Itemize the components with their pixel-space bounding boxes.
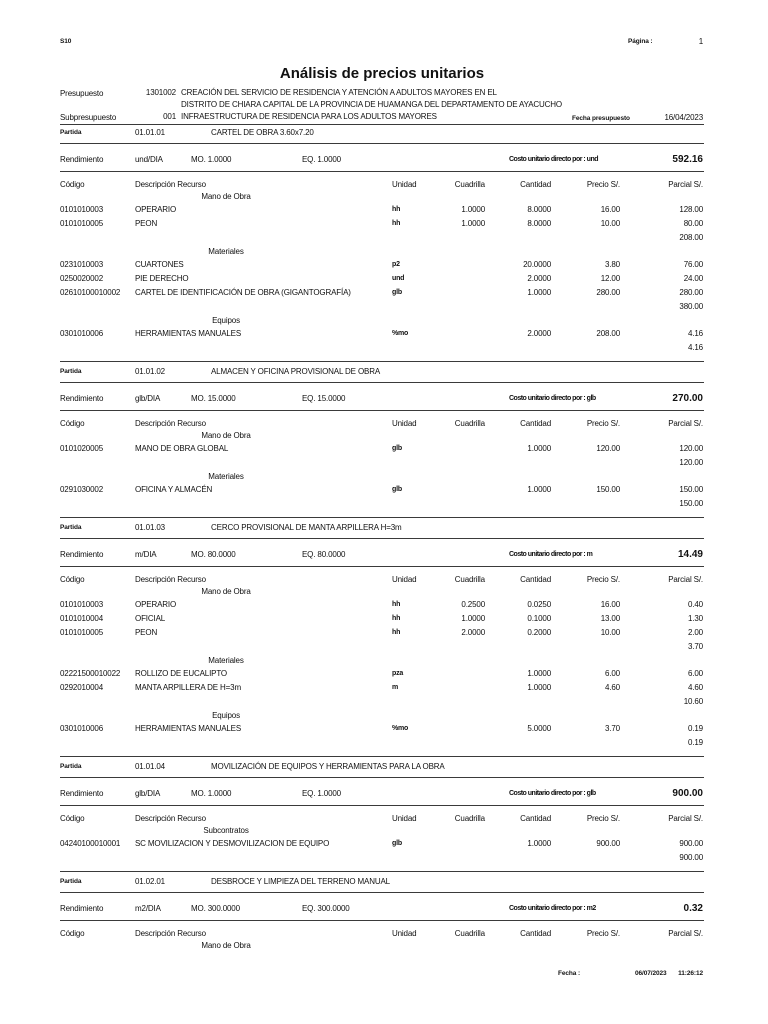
resource-description: CARTEL DE IDENTIFICACIÓN DE OBRA (GIGANTOGRAFÍA) <box>135 288 351 297</box>
unit-cost-value: 900.00 <box>672 788 703 799</box>
column-header-crew: Cuadrilla <box>454 419 485 428</box>
resource-code: 0101010004 <box>60 614 103 623</box>
partida-rule <box>60 143 704 144</box>
resource-crew: 1.0000 <box>461 219 485 228</box>
partida-rule <box>60 777 704 778</box>
resource-quantity: 2.0000 <box>527 274 551 283</box>
column-header-code: Código <box>60 180 85 189</box>
rendimiento-rule <box>60 171 704 172</box>
rendimiento-unit: m/DIA <box>135 550 157 559</box>
resource-code: 0101010003 <box>60 600 103 609</box>
column-header-price: Precio S/. <box>586 814 620 823</box>
resource-code: 0291030002 <box>60 485 103 494</box>
column-header-description: Descripción Recurso <box>135 575 206 584</box>
rendimiento-rule <box>60 410 704 411</box>
rendimiento-label: Rendimiento <box>60 904 104 913</box>
column-header-unit: Unidad <box>392 419 417 428</box>
resource-category: Materiales <box>208 656 244 665</box>
resource-partial: 120.00 <box>679 444 703 453</box>
resource-price: 3.80 <box>605 260 620 269</box>
resource-price: 4.60 <box>605 683 620 692</box>
resource-quantity: 1.0000 <box>527 288 551 297</box>
resource-price: 10.00 <box>600 219 620 228</box>
partida-rule <box>60 382 704 383</box>
eq-yield: EQ. 1.0000 <box>302 789 341 798</box>
resource-description: OFICIAL <box>135 614 166 623</box>
resource-price: 3.70 <box>605 724 620 733</box>
resource-unit: glb <box>392 486 402 493</box>
resource-quantity: 2.0000 <box>527 329 551 338</box>
eq-yield: EQ. 300.0000 <box>302 904 350 913</box>
resource-category: Subcontratos <box>203 826 249 835</box>
group-subtotal: 0.19 <box>688 738 703 747</box>
footer-time: 11:26:12 <box>678 970 703 977</box>
system-name: S10 <box>60 38 72 45</box>
resource-description: HERRAMIENTAS MANUALES <box>135 329 242 338</box>
column-header-quantity: Cantidad <box>520 814 551 823</box>
resource-code: 04240100010001 <box>60 839 121 848</box>
header-divider <box>60 124 704 125</box>
partida-label: Partida <box>60 524 82 531</box>
column-header-partial: Parcial S/. <box>668 575 703 584</box>
partida-label: Partida <box>60 763 82 770</box>
column-header-unit: Unidad <box>392 575 417 584</box>
resource-quantity: 0.1000 <box>527 614 551 623</box>
group-subtotal: 10.60 <box>683 697 703 706</box>
column-header-description: Descripción Recurso <box>135 419 206 428</box>
resource-crew: 2.0000 <box>461 628 485 637</box>
resource-code: 0101010005 <box>60 219 103 228</box>
resource-description: PEON <box>135 219 158 228</box>
resource-description: PIE DERECHO <box>135 274 189 283</box>
resource-unit: glb <box>392 445 402 452</box>
eq-yield: EQ. 1.0000 <box>302 155 341 164</box>
resource-code: 0292010004 <box>60 683 103 692</box>
budget-date: 16/04/2023 <box>664 113 703 122</box>
resource-partial: 4.16 <box>688 329 703 338</box>
partida-description: CARTEL DE OBRA 3.60x7.20 <box>211 128 314 137</box>
column-header-crew: Cuadrilla <box>454 814 485 823</box>
partida-code: 01.01.03 <box>135 523 165 532</box>
mo-yield: MO. 15.0000 <box>191 394 236 403</box>
resource-crew: 1.0000 <box>461 205 485 214</box>
partida-code: 01.02.01 <box>135 877 165 886</box>
resource-partial: 1.30 <box>688 614 703 623</box>
resource-crew: 1.0000 <box>461 614 485 623</box>
resource-quantity: 1.0000 <box>527 485 551 494</box>
resource-unit: %mo <box>392 330 409 337</box>
resource-unit: hh <box>392 629 401 636</box>
resource-partial: 128.00 <box>679 205 703 214</box>
partida-separator <box>60 517 704 518</box>
resource-quantity: 20.0000 <box>523 260 551 269</box>
resource-description: SC MOVILIZACION Y DESMOVILIZACION DE EQUIPO <box>135 839 330 848</box>
resource-description: ROLLIZO DE EUCALIPTO <box>135 669 227 678</box>
partida-code: 01.01.02 <box>135 367 165 376</box>
rendimiento-label: Rendimiento <box>60 155 104 164</box>
resource-quantity: 1.0000 <box>527 669 551 678</box>
partida-code: 01.01.01 <box>135 128 165 137</box>
partida-separator <box>60 756 704 757</box>
resource-code: 0301010006 <box>60 724 103 733</box>
column-header-code: Código <box>60 929 85 938</box>
group-subtotal: 4.16 <box>688 343 703 352</box>
resource-quantity: 0.0250 <box>527 600 551 609</box>
group-subtotal: 150.00 <box>679 499 703 508</box>
resource-code: 0231010003 <box>60 260 103 269</box>
resource-code: 0101010003 <box>60 205 103 214</box>
resource-category: Mano de Obra <box>201 941 251 950</box>
rendimiento-unit: und/DIA <box>135 155 163 164</box>
column-header-unit: Unidad <box>392 180 417 189</box>
resource-price: 150.00 <box>596 485 620 494</box>
resource-unit: hh <box>392 206 401 213</box>
column-header-description: Descripción Recurso <box>135 929 206 938</box>
partida-label: Partida <box>60 878 82 885</box>
resource-description: OFICINA Y ALMACÉN <box>135 485 213 494</box>
mo-yield: MO. 300.0000 <box>191 904 240 913</box>
unit-cost-label: Costo unitario directo por : m2 <box>509 905 596 912</box>
page-number: 1 <box>698 37 703 46</box>
subbudget-label: Subpresupuesto <box>60 113 117 122</box>
mo-yield: MO. 1.0000 <box>191 789 232 798</box>
partida-separator <box>60 361 704 362</box>
resource-code: 0250020002 <box>60 274 103 283</box>
column-header-quantity: Cantidad <box>520 419 551 428</box>
resource-partial: 4.60 <box>688 683 703 692</box>
resource-unit: %mo <box>392 725 409 732</box>
rendimiento-rule <box>60 566 704 567</box>
resource-description: PEON <box>135 628 158 637</box>
budget-code: 1301002 <box>145 88 176 97</box>
report-title: Análisis de precios unitarios <box>279 65 485 82</box>
partida-rule <box>60 892 704 893</box>
resource-quantity: 5.0000 <box>527 724 551 733</box>
column-header-price: Precio S/. <box>586 575 620 584</box>
resource-description: OPERARIO <box>135 205 177 214</box>
resource-price: 12.00 <box>600 274 620 283</box>
column-header-partial: Parcial S/. <box>668 180 703 189</box>
resource-description: MANO DE OBRA GLOBAL <box>135 444 229 453</box>
column-header-price: Precio S/. <box>586 419 620 428</box>
resource-code: 0101010005 <box>60 628 103 637</box>
column-header-crew: Cuadrilla <box>454 929 485 938</box>
resource-unit: pza <box>392 670 404 677</box>
resource-price: 900.00 <box>596 839 620 848</box>
resource-unit: und <box>392 275 405 282</box>
budget-date-label: Fecha presupuesto <box>572 115 630 122</box>
budget-name-line-2: DISTRITO DE CHIARA CAPITAL DE LA PROVINCIA DE HUAMANGA DEL DEPARTAMENTO DE AYACUCHO <box>181 100 562 109</box>
resource-category: Materiales <box>208 472 244 481</box>
partida-code: 01.01.04 <box>135 762 165 771</box>
group-subtotal: 3.70 <box>688 642 703 651</box>
resource-category: Equipos <box>212 316 240 325</box>
column-header-price: Precio S/. <box>586 929 620 938</box>
partida-label: Partida <box>60 129 82 136</box>
resource-category: Mano de Obra <box>201 587 251 596</box>
column-header-unit: Unidad <box>392 814 417 823</box>
resource-unit: hh <box>392 601 401 608</box>
rendimiento-unit: glb/DIA <box>135 394 161 403</box>
resource-unit: hh <box>392 220 401 227</box>
resource-price: 6.00 <box>605 669 620 678</box>
resource-partial: 0.40 <box>688 600 703 609</box>
resource-quantity: 1.0000 <box>527 683 551 692</box>
resource-partial: 6.00 <box>688 669 703 678</box>
unit-cost-label: Costo unitario directo por : und <box>509 156 598 163</box>
resource-price: 10.00 <box>600 628 620 637</box>
unit-cost-value: 592.16 <box>672 154 703 165</box>
resource-unit: p2 <box>392 261 400 268</box>
column-header-partial: Parcial S/. <box>668 419 703 428</box>
resource-code: 02610100010002 <box>60 288 121 297</box>
partida-description: ALMACEN Y OFICINA PROVISIONAL DE OBRA <box>211 367 381 376</box>
partida-description: MOVILIZACIÓN DE EQUIPOS Y HERRAMIENTAS PARA LA OBRA <box>211 762 445 771</box>
group-subtotal: 208.00 <box>679 233 703 242</box>
resource-description: HERRAMIENTAS MANUALES <box>135 724 242 733</box>
rendimiento-rule <box>60 805 704 806</box>
resource-unit: glb <box>392 289 402 296</box>
column-header-quantity: Cantidad <box>520 575 551 584</box>
partida-separator <box>60 871 704 872</box>
resource-category: Mano de Obra <box>201 431 251 440</box>
partida-description: CERCO PROVISIONAL DE MANTA ARPILLERA H=3m <box>211 523 402 532</box>
partida-label: Partida <box>60 368 82 375</box>
subbudget-name: INFRAESTRUCTURA DE RESIDENCIA PARA LOS ADULTOS MAYORES <box>181 112 437 121</box>
resource-quantity: 8.0000 <box>527 219 551 228</box>
resource-price: 13.00 <box>600 614 620 623</box>
column-header-price: Precio S/. <box>586 180 620 189</box>
mo-yield: MO. 80.0000 <box>191 550 236 559</box>
resource-partial: 2.00 <box>688 628 703 637</box>
resource-price: 16.00 <box>600 600 620 609</box>
rendimiento-label: Rendimiento <box>60 789 104 798</box>
resource-partial: 0.19 <box>688 724 703 733</box>
footer-date: 06/07/2023 <box>635 970 667 977</box>
unit-cost-label: Costo unitario directo por : glb <box>509 790 596 797</box>
resource-price: 16.00 <box>600 205 620 214</box>
resource-code: 02221500010022 <box>60 669 121 678</box>
resource-unit: hh <box>392 615 401 622</box>
resource-quantity: 1.0000 <box>527 444 551 453</box>
column-header-quantity: Cantidad <box>520 180 551 189</box>
resource-unit: m <box>392 684 399 691</box>
group-subtotal: 380.00 <box>679 302 703 311</box>
group-subtotal: 900.00 <box>679 853 703 862</box>
column-header-description: Descripción Recurso <box>135 814 206 823</box>
unit-cost-label: Costo unitario directo por : m <box>509 551 593 558</box>
partida-rule <box>60 538 704 539</box>
resource-price: 120.00 <box>596 444 620 453</box>
partida-description: DESBROCE Y LIMPIEZA DEL TERRENO MANUAL <box>211 877 390 886</box>
rendimiento-rule <box>60 920 704 921</box>
column-header-unit: Unidad <box>392 929 417 938</box>
page-label: Página : <box>628 38 653 45</box>
budget-name-line-1: CREACIÓN DEL SERVICIO DE RESIDENCIA Y ATENCIÓN A ADULTOS MAYORES EN EL <box>181 88 497 97</box>
column-header-description: Descripción Recurso <box>135 180 206 189</box>
unit-cost-label: Costo unitario directo por : glb <box>509 395 596 402</box>
resource-code: 0101020005 <box>60 444 103 453</box>
resource-partial: 900.00 <box>679 839 703 848</box>
column-header-crew: Cuadrilla <box>454 180 485 189</box>
resource-crew: 0.2500 <box>461 600 485 609</box>
eq-yield: EQ. 15.0000 <box>302 394 346 403</box>
rendimiento-unit: m2/DIA <box>135 904 161 913</box>
resource-quantity: 0.2000 <box>527 628 551 637</box>
column-header-code: Código <box>60 419 85 428</box>
column-header-code: Código <box>60 814 85 823</box>
resource-code: 0301010006 <box>60 329 103 338</box>
rendimiento-label: Rendimiento <box>60 394 104 403</box>
resource-price: 208.00 <box>596 329 620 338</box>
resource-partial: 76.00 <box>683 260 703 269</box>
resource-quantity: 8.0000 <box>527 205 551 214</box>
resource-category: Equipos <box>212 711 240 720</box>
resource-price: 280.00 <box>596 288 620 297</box>
resource-description: CUARTONES <box>135 260 184 269</box>
column-header-code: Código <box>60 575 85 584</box>
eq-yield: EQ. 80.0000 <box>302 550 346 559</box>
column-header-quantity: Cantidad <box>520 929 551 938</box>
unit-cost-value: 14.49 <box>677 549 703 560</box>
rendimiento-label: Rendimiento <box>60 550 104 559</box>
resource-category: Materiales <box>208 247 244 256</box>
subbudget-code: 001 <box>163 112 176 121</box>
budget-label: Presupuesto <box>60 89 104 98</box>
column-header-crew: Cuadrilla <box>454 575 485 584</box>
resource-description: OPERARIO <box>135 600 177 609</box>
mo-yield: MO. 1.0000 <box>191 155 232 164</box>
resource-partial: 280.00 <box>679 288 703 297</box>
column-header-partial: Parcial S/. <box>668 814 703 823</box>
resource-partial: 150.00 <box>679 485 703 494</box>
column-header-partial: Parcial S/. <box>668 929 703 938</box>
resource-category: Mano de Obra <box>201 192 251 201</box>
resource-unit: glb <box>392 840 402 847</box>
rendimiento-unit: glb/DIA <box>135 789 161 798</box>
footer-date-label: Fecha : <box>558 970 581 977</box>
unit-cost-value: 270.00 <box>672 393 703 404</box>
unit-cost-value: 0.32 <box>683 903 703 914</box>
resource-partial: 24.00 <box>683 274 703 283</box>
resource-quantity: 1.0000 <box>527 839 551 848</box>
resource-description: MANTA ARPILLERA DE H=3m <box>135 683 241 692</box>
resource-partial: 80.00 <box>683 219 703 228</box>
group-subtotal: 120.00 <box>679 458 703 467</box>
